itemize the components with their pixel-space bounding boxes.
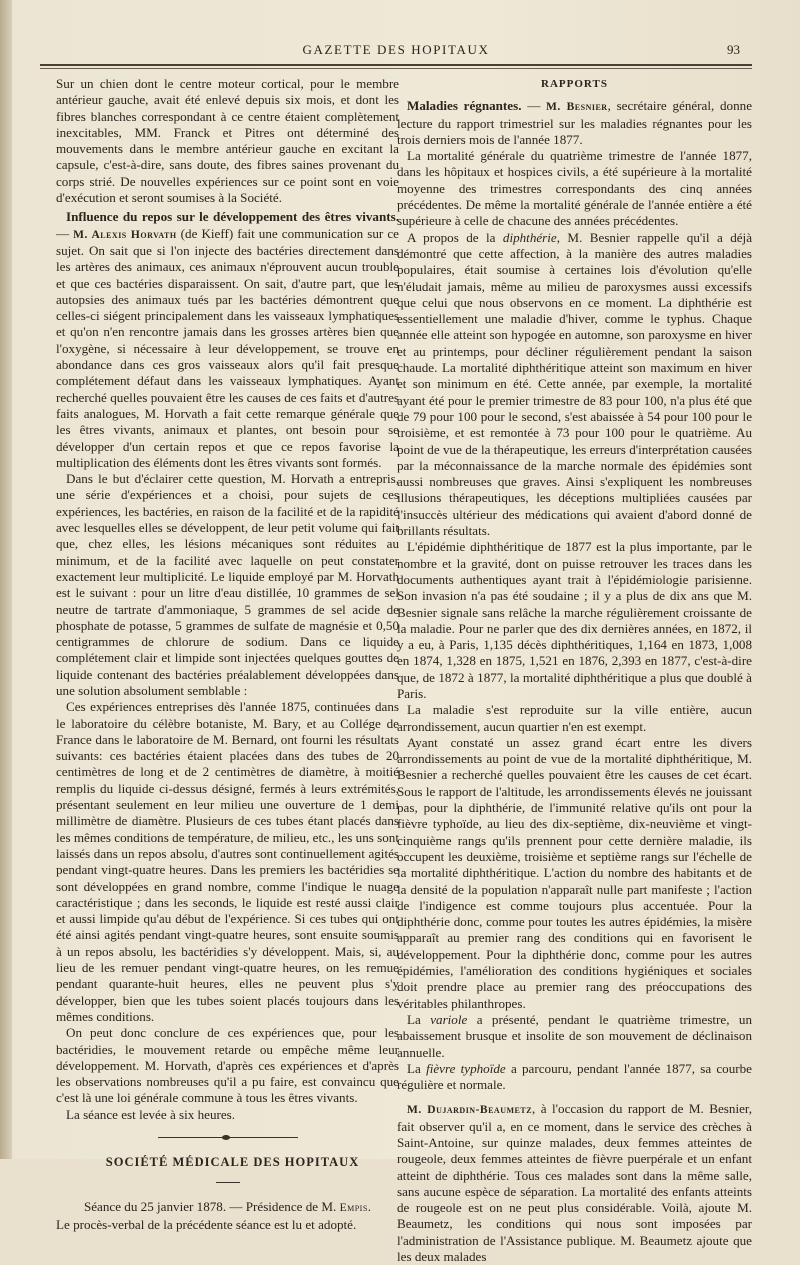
text: A propos de la <box>407 229 503 245</box>
page-spine-shadow <box>0 0 12 1159</box>
section-heading-rapports: RAPPORTS <box>541 78 608 90</box>
italic-term: fièvre typhoïde <box>426 1060 506 1076</box>
paragraph: La mortalité générale du quatrième trimestre de l'année 1877, dans les hôpitaux et hospices civils, a été supérieure à la mortalité moyenne des trimestres correspondants des cinq années précédentes. De même la mortalité générale de l'année entière a été supérieure à celle de chacune des années précédentes. <box>397 148 752 229</box>
paragraph: Le procès-verbal de la précédente séance est lu et adopté. <box>56 1216 357 1232</box>
paragraph-horvath <box>56 209 399 471</box>
right-column <box>397 76 752 1265</box>
header-rule-thin <box>40 68 752 69</box>
page-header <box>40 42 752 62</box>
dash: — <box>56 225 74 241</box>
italic-term: variole <box>430 1011 468 1027</box>
running-title: GAZETTE DES HOPITAUX <box>302 42 490 57</box>
paragraph-text: (de Kieff) fait une communication sur ce sujet. On sait que si l'on injecte des bactéries directement dans les artères des animaux, ces animaux n'éprouvent aucun trouble et que ces bactéries disparaissent. On sait, d'autre part, que les autopsies des animaux tués par les bactéries démontrent que celles-ci siégent principalement dans les vaisseaux lymphatiques et qu'on n'en rencontre jamais dans les grosses artères bien que l'oxygène, si nécessaire à leur développement, se trouve en abondance dans ces gros vaisseaux alors qu'il fait presque complétement défaut dans les vaisseaux lymphatiques. Ayant recherché quelles pouvaient être les causes de ces faits et d'autres faits analogues, M. Horvath a fait cette remarque générale que les êtres vivants, animaux et plantes, ont besoin pour se développer d'un certain repos et que ce repos favorise la multiplication des éléments dont les êtres vivants sont formés. <box>56 225 399 470</box>
section-title: Influence du repos sur le développement des êtres vivants. <box>66 209 399 225</box>
seance-text: Séance du 25 janvier 1878. — Présidence de M. <box>83 1199 340 1215</box>
paragraph: On peut donc conclure de ces expériences que, pour les bactéridies, le mouvement retarde ou empêche même leur développement. M. Horvath, d'après ces expériences et d'après les observations nombreuses qu'il a pu faire, est convaincu que c'est là une loi générale commune à tous les êtres vivants. <box>56 1025 399 1106</box>
paragraph <box>397 1061 752 1094</box>
text: La <box>407 1011 431 1027</box>
page-number: 93 <box>727 42 740 57</box>
author-name: M. Dujardin-Beaumetz <box>407 1104 533 1117</box>
seance-line <box>56 1199 399 1216</box>
header-rule <box>40 64 752 66</box>
text: La <box>407 1060 427 1076</box>
left-column <box>56 76 399 1233</box>
paragraph: L'épidémie diphthéritique de 1877 est la plus importante, par le nombre et la gravité, dont on puisse retrouver les traces dans les documents authentiques ayant trait à l'épidémiologie parisienne. Son invasion n'a pas été soudaine ; il y a plus de dix ans que M. Besnier signale sans relâche la marche régulièrement croissante de la maladie. Pour ne parler que des dix dernières années, en 1872, il y a eu, à Paris, 1,135 décès diphthéritiques, 1,164 en 1873, 1,008 en 1874, 1,328 en 1875, 1,521 en 1876, 2,393 en 1877, c'est-à-dire que, de 1872 à 1877, la mortalité diphthéritique a plus que doublé à Paris. <box>397 539 752 701</box>
paragraph: La maladie s'est reproduite sur la ville entière, aucun arrondissement, aucun quartier n'en est exempt. <box>397 702 752 734</box>
author-name: M. Besnier <box>546 101 608 114</box>
paragraph: Ayant constaté un assez grand écart entre les divers arrondissements au point de vue de la mortalité diphthéritique, M. Besnier a recherché quelles pouvaient être les causes de cet écart. Sous le rapport de l'altitude, les arrondissements élevés ne jouissant pas, pour la diphthérie, de l'immunité relative qu'ils ont pour la fièvre typhoïde, au lieu des dix-septième, dix-neuvième et vingt-cinquième rangs qu'ils prennent pour cette dernière maladie, ils occupent les deuxième, troisième et septième rangs sur l'échelle de la mortalité diphthéritique. L'action du nombre des habitants et de la densité de la population n'apparaît nulle part manifeste ; l'action de l'indigence est comme toujours plus accentuée. Pour la diphthérie donc, comme pour toutes les autres épidémies, la misère apparaît au premier rang des conditions qui en favorisent le développement. Pour la diphthérie donc, comme pour les autres épidémies, l'amélioration des conditions hygiéniques et sociales doit prendre place au premier rang des préoccupations des véritables philanthropes. <box>397 734 752 1011</box>
paragraph-text: , secrétaire général, donne lecture du rapport trimestriel sur les maladies régnantes pour les trois derniers mois de l'année 1877. <box>397 98 753 147</box>
text: a présenté, pendant le quatrième trimestre, un abaissement brusque et insolite de son mouvement de déclinaison annuelle. <box>397 1011 752 1060</box>
section-title: Maladies régnantes. <box>407 98 522 114</box>
dash: — <box>521 98 547 114</box>
paragraph-text: , à l'occasion du rapport de M. Besnier, fait observer qu'il a, en ce moment, dans le service des crèches à Saint-Antoine, sur quinze malades, deux femmes atteintes de rougeole, deux femmes atteintes de fièvre puerpérale et un enfant atteint de diphthérie. Tous ces malades sont dans la même salle, sans aucune espèce de séparation. La mortalité des enfants atteints de rougeole est on ne peut plus considérable. Voilà, ajoute M. Beaumetz, les conditions qui nous sont imposées par l'administration de l'Assistance publique. M. Beaumetz ajoute que les deux malades <box>397 1101 753 1265</box>
italic-term: diphthérie <box>502 229 557 245</box>
seance-end: . <box>367 1199 372 1215</box>
section-divider <box>158 1137 298 1138</box>
society-heading: SOCIÉTÉ MÉDICALE DES HOPITAUX <box>105 1155 360 1169</box>
paragraph <box>397 1012 752 1061</box>
paragraph: La séance est levée à six heures. <box>66 1106 236 1122</box>
spacer <box>397 1093 752 1101</box>
president-name: Empis <box>339 1202 368 1215</box>
author-name: M. Alexis Horvath <box>73 228 177 241</box>
paragraph: Sur un chien dont le centre moteur cortical, pour le membre antérieur gauche, avait été enlevé depuis six mois, et dont les fibres blanches correspondant à ce centre étaient complètement inexcitables, MM. Franck et Pitres ont déterminé des mouvements dans le membre antérieur gauche en excitant la capsule, c'est-à-dire, sans doute, des fibres saines provenant du corps strié. De nouvelles expériences sur ce point sont en voie d'exécution et seront soumises à la Société. <box>56 76 399 206</box>
paragraph-dujardin <box>397 1101 752 1265</box>
heading-rule <box>216 1182 240 1183</box>
paragraph <box>397 230 752 540</box>
paragraph: Dans le but d'éclairer cette question, M. Horvath a entrepris, une série d'expériences et a choisi, pour sujets de ces expériences, les bactéries, en raison de la facilité et de la rapidité avec lesquelles elles se développent, de leur petit volume qui fait que, chez elles, les lésions mécaniques sont réduites au minimum, et de la facilité avec laquelle on peut constater exactement leur multiplicité. Le liquide employé par M. Horvath est le suivant : pour un litre d'eau distillée, 10 grammes de sel neutre de tartrate d'ammoniaque, 5 grammes de sel acide de phosphate de potasse, 5 grammes de sulfate de magnésie et 0,50 centigrammes de chlorure de sodium. Dans ce liquide complétement clair et limpide sont injectées quelques gouttes de liquide contenant des bactéries préalablement développées dans une solution absolument semblable : <box>56 471 399 698</box>
text: a parcouru, pendant l'année 1877, sa courbe régulière et normale. <box>397 1060 752 1093</box>
paragraph-maladies <box>397 98 752 148</box>
text: , M. Besnier rappelle qu'il a déjà démontré que cette affection, à la manière des autres maladies populaires, était soumise à certaines lois d'évolution qu'elle n'éludait jamais, même au milieu de paroxysmes aussi excessifs que celui que nous observons en ce moment. La diphthérie est essentiellement une maladie d'hiver, comme le typhus. Chaque année elle atteint son hypogée en automne, son paroxysme en hiver et au printemps, pour décliner régulièrement pendant la saison chaude. La mortalité diphthéritique atteint son maximum en hiver et son minimum en été. Cette année, par exemple, la mortalité ayant été pour le premier trimestre de 83 pour 100, n'a plus été que de 79 pour 100 pour le second, s'est abaissée à 54 pour 100 pour le troisième, et est remontée à 73 pour 100 pour le quatrième. Au point de vue de la thérapeutique, les erreurs d'interprétation causées par la méconnaissance de la marche normale des épidémies sont aussi nombreuses que graves. Ainsi s'expliquent les nombreuses illusions thérapeutiques, les déceptions multipliées causées par l'insuccès ultérieur des médications qui avaient d'abord donné de brillants résultats. <box>397 229 753 539</box>
paragraph: Ces expériences entreprises dès l'année 1875, continuées dans le laboratoire du célèbre botaniste, M. Bary, et au Collége de France dans le laboratoire de M. Bernard, ont fourni les résultats suivants: ces bactéries étaient placées dans des tubes de 20 centimètres de long et de 2 centimètres de diamètre, à moitié remplis du liquide ci-dessus désigné, fermés à leurs extrémités, présentant seulement en leur milieu une ouverture de 1 demi millimètre de diamètre. Plusieurs de ces tubes étant placés dans les mêmes conditions de température, de milieu, etc., les uns sont laissés dans un repos absolu, d'autres sont continuellement agités pendant vingt-quatre heures. Dans les premiers les bactéridies se sont développées en grand nombre, comme l'indique le nuage caractéristique ; dans les seconds, le liquide est resté aussi clair et aussi limpide qu'au début de l'expérience. Si ces tubes qui ont été ainsi agités pendant vingt-quatre heures, sont ensuite soumis à un repos absolu, les bactéridies s'y développent. Mais, si, au lieu de les remuer pendant vingt-quatre heures, on les remue pendant quarante-huit heures, elles ne peuvent plus s'y développer, bien que les tubes soient placés toujours dans les mêmes conditions. <box>56 699 399 1024</box>
